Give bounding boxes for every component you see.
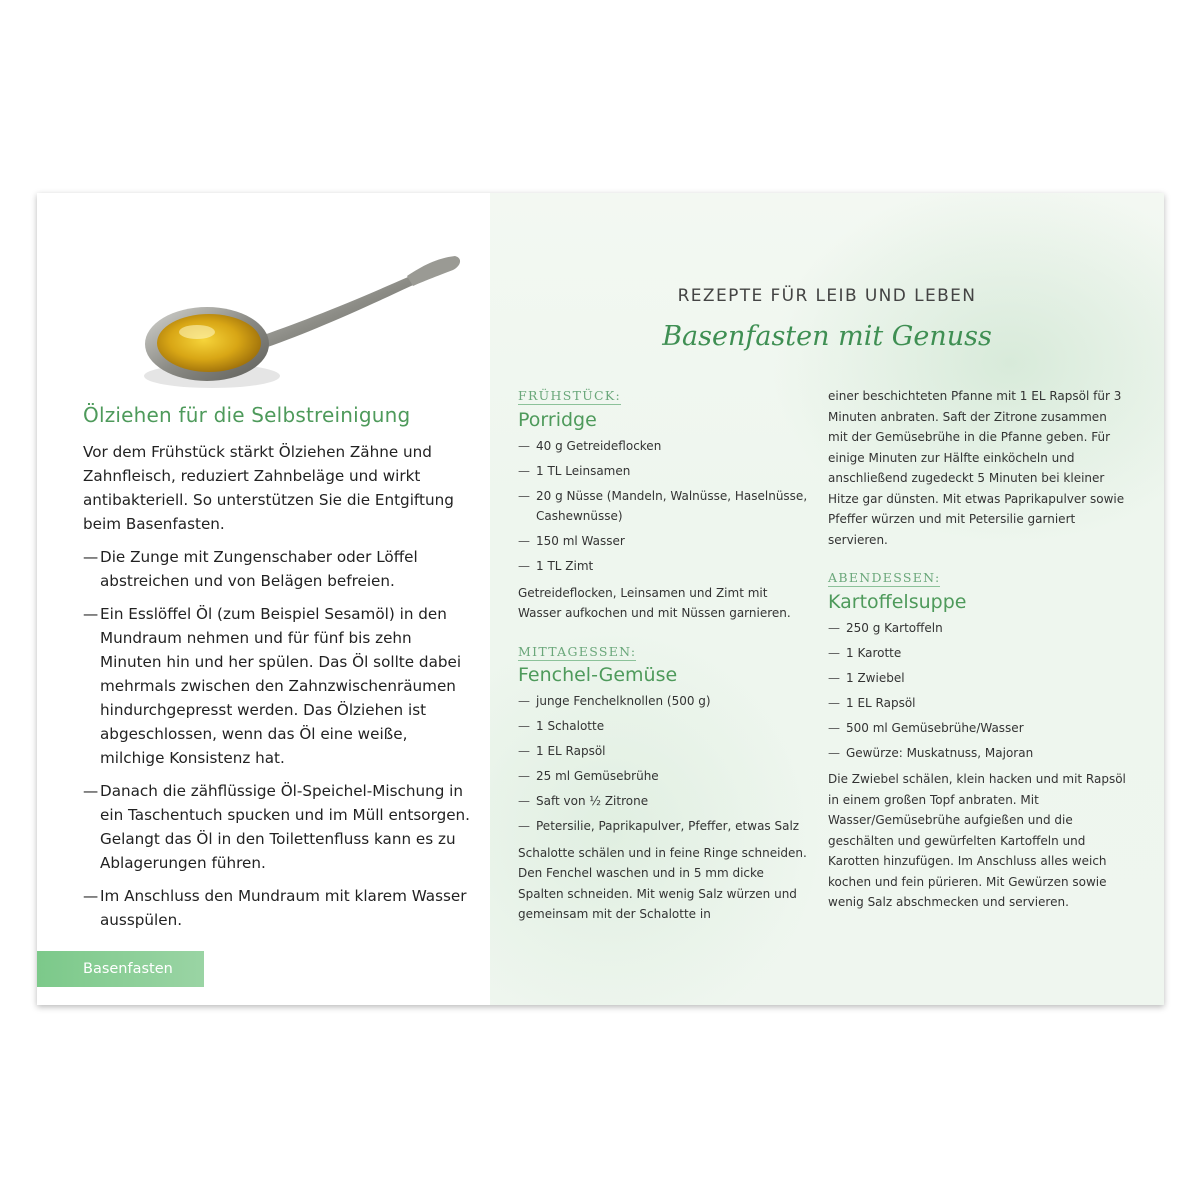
recipe-title-porridge: Porridge bbox=[518, 408, 597, 431]
ingredient-item: — 1 TL Leinsamen bbox=[518, 463, 631, 478]
recipe-title-fenchel: Fenchel-Gemüse bbox=[518, 664, 678, 686]
ingredient-item: — 1 Zwiebel bbox=[828, 670, 905, 685]
ingredient-item: — Saft von ½ Zitrone bbox=[518, 794, 649, 808]
ingredient-item: — 1 Schalotte bbox=[518, 719, 605, 733]
recipe-description: Die Zwiebel schälen, klein hacken und mit Rapsöl in einem großen Topf anbraten. Mit Wasser/Gemüsebrühe aufgießen und die geschälten und gewürfelten Kartoffeln und Karotten hinzufügen. Im Anschluss alles weich kochen und fein pürieren. Mit Gewürzen sowie wenig Salz abschmecken und servieren. bbox=[828, 772, 1126, 909]
recipe-title-kartoffelsuppe: Kartoffelsuppe bbox=[828, 590, 967, 613]
ingredient-list bbox=[518, 436, 810, 577]
recipe-column-left bbox=[518, 386, 810, 943]
ingredient-item: — 1 EL Rapsöl bbox=[518, 744, 606, 758]
section-tag: Basenfasten bbox=[37, 951, 204, 987]
list-item: — Die Zunge mit Zungenschaber oder Löffel abstreichen und von Belägen befreien. bbox=[83, 545, 473, 593]
ingredient-item: — 20 g Nüsse (Mandeln, Walnüsse, Haselnüsse, Cashewnüsse) bbox=[518, 488, 808, 523]
recipe-category-lunch: MITTAGESSEN: bbox=[518, 643, 637, 659]
ingredient-item: — Petersilie, Paprikapulver, Pfeffer, etwas Salz bbox=[518, 819, 800, 833]
recipe-category-dinner: ABENDESSEN: bbox=[828, 570, 941, 585]
ingredient-item: — junge Fenchelknollen (500 g) bbox=[518, 694, 711, 708]
ingredient-list bbox=[828, 618, 1128, 764]
recipe-description: Getreideflocken, Leinsamen und Zimt mit Wasser aufkochen und mit Nüssen garnieren. bbox=[518, 585, 791, 620]
page-title: Basenfasten mit Genuss bbox=[662, 321, 992, 352]
instruction-list bbox=[83, 545, 473, 932]
dash-bullet: — bbox=[83, 548, 99, 566]
list-item: — Im Anschluss den Mundraum mit klarem Wasser ausspülen. bbox=[83, 884, 473, 932]
intro-paragraph: Vor dem Frühstück stärkt Ölziehen Zähne und Zahnfleisch, reduziert Zahnbeläge und wirkt antibakteriell. So unterstützen Sie die Entgiftung beim Basenfasten. bbox=[83, 443, 454, 533]
ingredient-item: — 500 ml Gemüsebrühe/Wasser bbox=[828, 720, 1024, 735]
ingredient-item: — 1 TL Zimt bbox=[518, 559, 594, 573]
recipe-description: Schalotte schälen und in feine Ringe schneiden. Den Fenchel waschen und in 5 mm dicke Spalten schneiden. Mit wenig Salz würzen und gemeinsam mit der Schalotte in bbox=[518, 845, 807, 921]
dash-bullet: — bbox=[83, 605, 99, 623]
left-page bbox=[37, 193, 490, 1005]
list-item: — Danach die zähflüssige Öl-Speichel-Mischung in ein Taschentuch spucken und im Müll entsorgen. Gelangt das Öl in den Toilettenfluss kann es zu Ablagerungen führen. bbox=[83, 779, 473, 875]
recipe-description-continued: einer beschichteten Pfanne mit 1 EL Rapsöl für 3 Minuten anbraten. Saft der Zitrone zusammen mit der Gemüsebrühe in die Pfanne geben. Für einige Minuten zur Hälfte einköcheln und anschließend zugedeckt 5 Minuten bei kleiner Hitze gar dünsten. Mit etwas Paprikapulver sowie Pfeffer würzen und mit Petersilie garniert servieren. bbox=[828, 389, 1125, 547]
ingredient-item: — 250 g Kartoffeln bbox=[828, 620, 943, 635]
left-body-text bbox=[83, 440, 473, 941]
ingredient-item: — 40 g Getreideflocken bbox=[518, 438, 662, 453]
ingredient-item: — 1 Karotte bbox=[828, 645, 902, 660]
list-item: — Ein Esslöffel Öl (zum Beispiel Sesamöl) in den Mundraum nehmen und für fünf bis zehn Minuten hin und her spülen. Das Öl sollte dabei mehrmals zwischen den Zahnzwischenräumen hindurchgepresst werden. Das Ölziehen ist abgeschlossen, wenn das Öl eine weiße, milchige Konsistenz hat. bbox=[83, 602, 473, 770]
dash-bullet: — bbox=[83, 887, 99, 905]
ingredient-list bbox=[518, 691, 810, 837]
ingredient-item: — 150 ml Wasser bbox=[518, 534, 625, 548]
ingredient-item: — 1 EL Rapsöl bbox=[828, 695, 916, 710]
ingredient-item: — Gewürze: Muskatnuss, Majoran bbox=[828, 745, 1034, 760]
recipe-category-breakfast: FRÜHSTÜCK: bbox=[518, 388, 622, 403]
page-eyebrow: REZEPTE FÜR LEIB UND LEBEN bbox=[677, 286, 977, 306]
booklet-spread bbox=[37, 193, 1164, 1005]
oil-spoon-image bbox=[137, 246, 477, 406]
right-page bbox=[490, 193, 1164, 1005]
recipe-column-right bbox=[828, 386, 1128, 931]
dash-bullet: — bbox=[83, 782, 99, 800]
section-heading: Ölziehen für die Selbstreinigung bbox=[83, 403, 411, 427]
ingredient-item: — 25 ml Gemüsebrühe bbox=[518, 769, 659, 783]
